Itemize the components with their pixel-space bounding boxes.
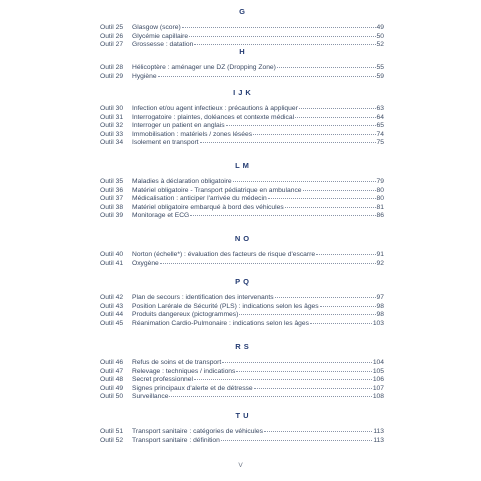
toc-entry-title: Isolement en transport — [132, 139, 199, 147]
toc-entry[interactable] — [100, 318, 384, 327]
toc-entry[interactable] — [100, 137, 384, 146]
toc-entry-tool-number: Outil 27 — [100, 41, 124, 49]
toc-entry-title: Norton (échelle*) : évaluation des facteurs de risque d'escarre — [132, 251, 316, 258]
toc-entry-title: Interroger un patient en anglais — [132, 122, 225, 130]
dot-leader — [253, 128, 375, 135]
toc-entry-page-number: 55 — [376, 64, 384, 71]
toc-entry-page-number: 97 — [376, 294, 384, 301]
toc-entry-title: Plan de secours : identification des intervenants — [132, 294, 274, 301]
toc-entry-tool-number: Outil 44 — [100, 311, 124, 319]
toc-entry-tool-number: Outil 35 — [100, 178, 124, 185]
dot-leader — [295, 111, 375, 118]
dot-leader — [236, 365, 371, 372]
toc-entry-page-number: 92 — [376, 259, 384, 267]
dot-leader — [233, 175, 376, 182]
toc-entry-title: Hélicoptère : aménager une DZ (Dropping Zone) — [132, 64, 276, 71]
toc-section-h — [100, 47, 384, 79]
toc-entry-tool-number: Outil 32 — [100, 122, 124, 130]
toc-entry-page-number: 80 — [376, 186, 384, 194]
toc-entry-title: Interrogatoire : plaintes, doléances et contexte médical — [132, 113, 295, 121]
section-letter-heading: G — [239, 7, 248, 16]
toc-entry-title: Produits dangereux (pictogrammes) — [132, 311, 239, 319]
dot-leader — [303, 184, 376, 191]
toc-entry-tool-number: Outil 46 — [100, 359, 124, 366]
toc-entry-tool-number: Outil 52 — [100, 436, 124, 444]
toc-entry-page-number: 104 — [372, 359, 384, 366]
toc-entry-tool-number: Outil 42 — [100, 294, 124, 301]
toc-entry-list — [100, 249, 384, 266]
toc-entry-tool-number: Outil 51 — [100, 428, 124, 435]
toc-entry-title: Réanimation Cardio-Pulmonaire : indications selon les âges — [132, 319, 309, 327]
toc-entry-tool-number: Outil 41 — [100, 259, 124, 267]
toc-entry-tool-number: Outil 39 — [100, 212, 124, 220]
toc-entry-tool-number: Outil 31 — [100, 113, 124, 121]
toc-entry-list — [100, 292, 384, 326]
dot-leader — [200, 136, 376, 143]
dot-leader — [190, 209, 375, 216]
toc-entry-tool-number: Outil 40 — [100, 251, 124, 258]
dot-leader — [221, 434, 372, 441]
toc-entry[interactable] — [100, 435, 384, 444]
toc-entry-title: Matériel obligatoire - Transport pédiatrique en ambulance — [132, 186, 302, 194]
toc-entry-page-number: 86 — [376, 212, 384, 220]
toc-entry-tool-number: Outil 36 — [100, 186, 124, 194]
toc-entry-page-number: 59 — [376, 72, 384, 80]
dot-leader — [299, 102, 376, 109]
toc-entry-title: Grossesse : datation — [132, 41, 194, 49]
toc-entry-page-number: 91 — [376, 251, 384, 258]
dot-leader — [316, 248, 375, 255]
toc-entry[interactable] — [100, 391, 384, 400]
toc-entry-tool-number: Outil 26 — [100, 32, 124, 40]
toc-entry-title: Monitorage et ECG — [132, 212, 190, 220]
toc-entry-title: Glycémie capillaire — [132, 32, 189, 40]
toc-entry-page-number: 74 — [376, 130, 384, 138]
toc-entry-page-number: 63 — [376, 105, 384, 112]
dot-leader — [254, 382, 372, 389]
toc-entry-tool-number: Outil 38 — [100, 203, 124, 211]
toc-entry-page-number: 113 — [373, 436, 384, 444]
toc-entry-tool-number: Outil 28 — [100, 64, 124, 71]
toc-entry-page-number: 113 — [373, 428, 384, 435]
toc-entry-page-number: 107 — [372, 384, 384, 392]
toc-entry-page-number: 75 — [376, 139, 384, 147]
section-letter-heading: IJK — [233, 88, 254, 97]
toc-entry-title: Secret professionnel — [132, 376, 193, 384]
toc-entry-tool-number: Outil 25 — [100, 24, 124, 31]
dot-leader — [194, 373, 372, 380]
toc-entry-tool-number: Outil 34 — [100, 139, 124, 147]
section-letter-heading: RS — [235, 342, 252, 351]
toc-section-pq — [100, 277, 384, 326]
toc-entry-tool-number: Outil 29 — [100, 72, 124, 80]
toc-entry-page-number: 65 — [376, 122, 384, 130]
page-number-footer: V — [238, 462, 243, 469]
toc-entry-title: Hygiène — [132, 72, 157, 80]
toc-entry-list — [100, 357, 384, 400]
toc-entry-page-number: 108 — [372, 393, 384, 401]
toc-entry-tool-number: Outil 43 — [100, 302, 124, 310]
toc-entry-tool-number: Outil 50 — [100, 393, 124, 401]
toc-entry-tool-number: Outil 45 — [100, 319, 124, 327]
toc-entry-tool-number: Outil 37 — [100, 195, 124, 203]
toc-entry-page-number: 80 — [376, 195, 384, 203]
toc-entry-title: Maladies à déclaration obligatoire — [132, 178, 232, 185]
dot-leader — [169, 390, 371, 397]
toc-entry-tool-number: Outil 33 — [100, 130, 124, 138]
toc-entry-page-number: 64 — [376, 113, 384, 121]
toc-entry-list — [100, 103, 384, 146]
dot-leader — [277, 61, 376, 68]
dot-leader — [275, 291, 376, 298]
dot-leader — [189, 30, 375, 37]
dot-leader — [268, 192, 376, 199]
dot-leader — [264, 425, 372, 432]
section-letter-heading: LM — [235, 161, 252, 170]
dot-leader — [182, 21, 376, 28]
toc-entry[interactable] — [100, 258, 384, 267]
toc-section-ijk — [100, 88, 384, 146]
dot-leader — [320, 300, 376, 307]
toc-section-no — [100, 234, 384, 266]
toc-section-rs — [100, 342, 384, 400]
toc-entry[interactable] — [100, 71, 384, 80]
toc-entry-page-number: 98 — [376, 311, 384, 319]
toc-entry-page-number: 103 — [372, 319, 384, 327]
toc-entry-tool-number: Outil 48 — [100, 376, 124, 384]
toc-section-tu — [100, 411, 384, 443]
dot-leader — [310, 317, 372, 324]
section-letter-heading: PQ — [235, 277, 252, 286]
dot-leader — [160, 257, 376, 264]
toc-entry-page-number: 98 — [376, 302, 384, 310]
toc-entry-page-number: 105 — [372, 367, 384, 375]
dot-leader — [194, 38, 375, 45]
toc-entry-list — [100, 176, 384, 219]
dot-leader — [222, 356, 372, 363]
toc-entry-page-number: 49 — [376, 24, 384, 31]
toc-entry-tool-number: Outil 47 — [100, 367, 124, 375]
toc-entry-tool-number: Outil 49 — [100, 384, 124, 392]
toc-entry-title: Position Larérale de Sécurité (PLS) : indications selon les âges — [132, 302, 319, 310]
section-letter-heading: H — [239, 47, 248, 56]
toc-entry-title: Médicalisation : anticiper l'arrivée du médecin — [132, 195, 267, 203]
dot-leader — [158, 70, 376, 77]
toc-entry-page-number: 50 — [376, 32, 384, 40]
toc-entry-title: Infection et/ou agent infectieux : précautions à appliquer — [132, 105, 298, 112]
toc-entry-title: Relevage : techniques / indications — [132, 367, 236, 375]
toc-entry-title: Transport sanitaire : catégories de véhicules — [132, 428, 263, 435]
dot-leader — [239, 308, 375, 315]
section-letter-heading: NO — [234, 234, 253, 243]
toc-entry-title: Refus de soins et de transport — [132, 359, 222, 366]
dot-leader — [285, 201, 376, 208]
toc-entry-page-number: 81 — [376, 203, 384, 211]
toc-entry-list — [100, 62, 384, 79]
toc-entry-title: Surveillance — [132, 393, 169, 401]
toc-entry-list — [100, 426, 384, 443]
toc-entry-title: Transport sanitaire : définition — [132, 436, 220, 444]
toc-entry-page-number: 106 — [372, 376, 384, 384]
toc-entry-title: Signes principaux d'alerte et de détresse — [132, 384, 253, 392]
toc-entry[interactable] — [100, 210, 384, 219]
toc-entry-title: Immobilisation : matériels / zones lésées — [132, 130, 253, 138]
dot-leader — [226, 119, 376, 126]
toc-entry-title: Matériel obligatoire embarqué à bord des véhicules — [132, 203, 284, 211]
toc-entry-title: Glasgow (score) — [132, 24, 181, 31]
toc-entry-list — [100, 22, 384, 48]
toc-entry-title: Oxygène — [132, 259, 159, 267]
toc-entry-page-number: 52 — [376, 41, 384, 49]
toc-entry-tool-number: Outil 30 — [100, 105, 124, 112]
toc-section-g — [100, 7, 384, 48]
section-letter-heading: TU — [235, 411, 252, 420]
toc-section-lm — [100, 161, 384, 219]
toc-entry-page-number: 79 — [376, 178, 384, 185]
